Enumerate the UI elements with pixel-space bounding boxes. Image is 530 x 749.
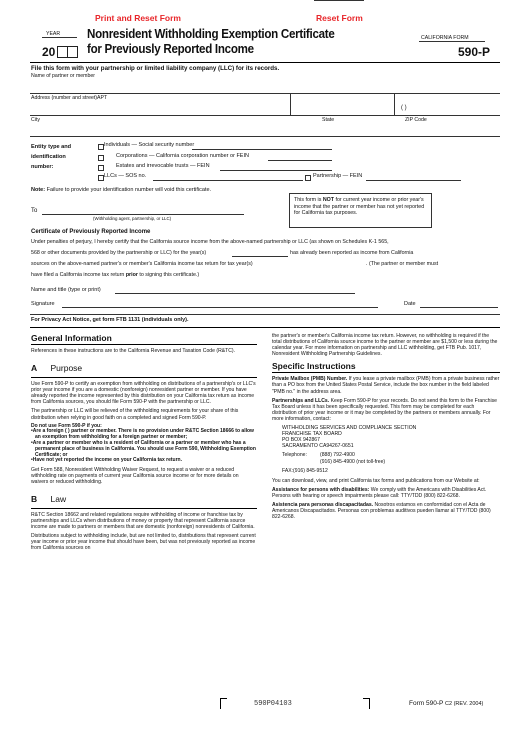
footer-right-bracket [363,698,370,709]
phone-field[interactable] [395,101,499,114]
form-title-line1: Nonresident Withholding Exemption Certificate [87,27,335,41]
purpose-p1: Use Form 590-P to certify an exemption from withholding on distributions of a partnership's or LLC's prior year income if you are a domestic (nonforeign) nonresident partner or member. If you have already reported the income represented by this distribution on your California tax return as income from California sources, you should file Form 590-P with the partnership or LLC. [31,381,256,406]
law-heading: B Law [31,489,257,509]
purpose-p3: Get Form 588, Nonresident Withholding Waiver Request, to request a waiver or a reduced withholding rate on payments of current year California source income or for more details on waivers or reduced withholding. [31,467,239,486]
address-label: Address (number and street)APT [31,95,108,101]
year-prefix: 20 [42,45,56,59]
bullet-1: •Are a foreign ( ) partner or member. There is no provision under R&TC Section 18666 to allow an exemption from withholding for a foreign partner or member; [31,428,254,441]
general-info-title: General Information [31,333,257,345]
checkbox-corporations[interactable] [98,155,104,161]
bullet-2: •Are a partner or member who is a resident of California or a partner or member who has a permanent place of business in California. You should use Form 590, Withholding Exemption Certificate; or [31,440,256,458]
purpose-heading: A Purpose [31,358,257,378]
withholding-agent-label: (Withholding agent, partnership, or LLC) [93,216,172,221]
note: Note: Failure to provide your identification number will void this certificate. [31,187,212,193]
phone-area-paren: ( ) [401,105,407,111]
ftb-address: WITHHOLDING SERVICES AND COMPLIANCE SECTION FRANCHISE TAX BOARD PO BOX 942867 SACRAMENTO CA94267-0651 Telephone: (888) 792-4900 (916) 845-4900 (not toll-free) FAX:(916) 845-9512 [282,425,417,474]
certificate-line2a: 568 or other documents provided by the partnership or LLC) for the year(s) [31,250,207,256]
pmb-paragraph: Private Mailbox (PMB) Number. If you lease a private mailbox (PMB) from a private business rather than a PO box from the United States Postal Service, include the box number in the field labeled "PMB no." in the address area. [272,376,500,395]
option-partnership: Partnership — FEIN [313,173,363,179]
privacy-notice: For Privacy Act Notice, get form FTB 1131 (individuals only). [31,317,189,323]
name-field[interactable] [31,80,499,93]
partnerships-paragraph: Partnerships and LLCs. Keep Form 590-P for your records. Do not send this form to the Franchise Tax Board unless it has been specifically requested. This form may be completed for each distribution of prior year income or it may be completed by the partners or members annually. For more information, contact: [272,397,497,422]
state-field[interactable] [321,123,401,135]
certificate-line3a: sources on the above-named partner's or member's California income tax return for tax year(s) [31,261,253,267]
entity-type-label: Entity type and identification number: [31,144,72,171]
footer-code: 590P04103 [254,700,292,708]
certificate-line1: Under penalties of perjury, I hereby certify that the California source income from the above-named partnership or LLC (as shown on Schedules K-1 565, [31,239,389,245]
file-instruction: File this form with your partnership or limited liability company (LLC) for its records. [31,65,280,72]
left-column [31,333,257,554]
year-digit-box-2[interactable] [67,46,78,58]
print-and-reset-button[interactable]: Print and Reset Form [95,13,181,23]
download-paragraph: You can download, view, and print California tax forms and publications from our Website at: [272,477,480,484]
reset-form-button[interactable]: Reset Form [316,13,363,23]
law-p1: R&TC Section 18662 and related regulations require withholding of income or franchise tax by partnerships and LLCs when distributions of money or property that represent California source income are made to partners or members that are domestic (nonforeign) nonresidents of California. [31,511,255,530]
specific-instructions-title: Specific Instructions [272,361,500,373]
certificate-line4: have filed a California income tax return prior to signing this certificate.) [31,272,200,278]
option-llcs: LLCs — SOS no. [104,173,147,179]
city-field[interactable] [31,123,319,135]
name-label: Name of partner or member [31,73,96,79]
bullet-3: •Have not yet reported the income on your California tax return. [31,457,182,464]
purpose-p2: The partnership or LLC will be relieved of the withholding requirements for your share of this distribution when relying in good faith on a completed and signed Form 590-P. [31,408,239,421]
checkbox-partnership[interactable] [305,175,311,181]
name-title-label: Name and title (type or print) [31,287,101,293]
option-corporations: Corporations — California corporation number or FEIN [116,153,249,159]
right-cont-text: the partner's or member's California income tax return. However, no withholding is required if the total distributions of California source income to the partner or member are $1,500 or less during the calendar year. For more information on partnership and LLC withholding, get FTB Pub. 1017, Nonresident Withholding Partnership Guidelines. [272,333,498,358]
apt-field[interactable] [292,101,392,114]
state-label: State [322,117,335,123]
checkbox-estates[interactable] [98,165,104,171]
certificate-line3b: . (The partner or member must [366,261,439,267]
footer-left-bracket [220,698,227,709]
form-number: 590-P [458,45,491,59]
address-field[interactable] [31,101,289,114]
form-title-line2: for Previously Reported Income [87,42,254,56]
asistencia-paragraph: Asistencia para personas discapacitadas. Nosotros estamos en conformidad con el Acta de Americanos Discapacitados. Personas con problemas auditivos pueden llamar al TTY/TDD (800) 822-6268. [272,501,491,521]
general-info-text: References in these instructions are to the California Revenue and Taxation Code (R&TC). [31,348,236,354]
zip-label: ZIP Code [405,117,427,123]
footer-form-rev: Form 590-P C2 (REV. 2004) [409,700,484,707]
year-label: YEAR [46,31,61,37]
california-form-label: CALIFORNIA FORM [421,35,469,41]
do-not-use: Do not use Form 590-P if you: [31,422,102,429]
signature-label: Signature [31,301,55,307]
option-estates: Estates and irrevocable trusts — FEIN [116,163,210,169]
certificate-line2b: has already been reported as income from California [290,250,414,256]
not-for-current-year-box: This form is NOT for current year income or prior year's income that the partner or member has not yet reported for California tax purposes. [289,193,432,228]
option-individuals: Individuals — Social security number [104,142,195,148]
zip-field[interactable] [404,123,499,135]
disabilities-paragraph: Assistance for persons with disabilities: We comply with the Americans with Disabilities Act. Persons with hearing or speech impairments please call: TTY/TDD (800) 822-6268. [272,486,487,499]
right-column [272,333,500,523]
city-label: City [31,117,40,123]
date-label: Date [404,301,416,307]
law-p2: Distributions subject to withholding include, but are not limited to, distributions that represent current year income or prior year income that should have been, but was not previously reported as income from California sources on [31,532,256,551]
to-label: To [31,208,38,214]
certificate-heading: Certificate of Previously Reported Income [31,229,151,235]
